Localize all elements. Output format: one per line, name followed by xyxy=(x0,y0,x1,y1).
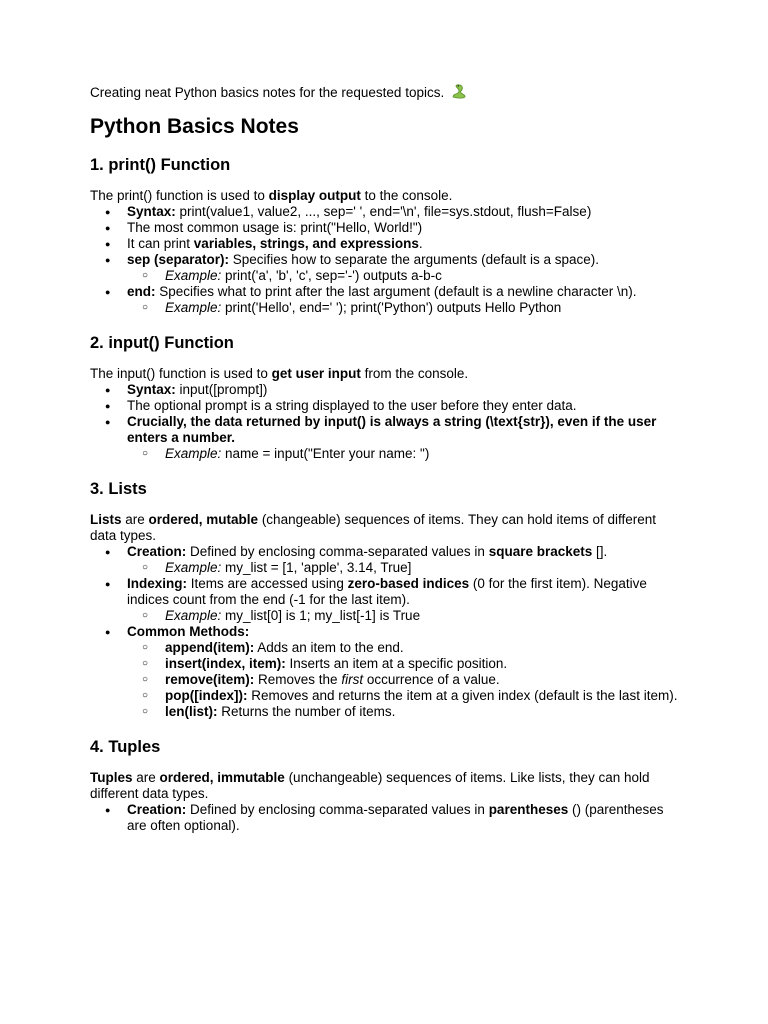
section-intro: The print() function is used to display output to the console. xyxy=(90,188,453,203)
sub-list xyxy=(127,300,678,316)
section-heading: 2. input() Function xyxy=(90,334,234,352)
list-item: ● sep (separator): Specifies how to separate the arguments (default is a space). ○ Example: print('a', 'b', 'c', sep='-') outputs a-b-c xyxy=(90,252,678,284)
list-item: ● end: Specifies what to print after the last argument (default is a newline character \n). ○ Example: print('Hello', end=' '); print('Python') outputs Hello Python xyxy=(90,284,678,316)
list-item: ● Crucially, the data returned by input() is always a string (\text{str}), even if the user enters a number. ○ Example: name = input("Enter your name: ") xyxy=(90,414,678,462)
list-item: ● Syntax: input([prompt]) xyxy=(90,382,678,398)
method-item: ○ len(list): Returns the number of items. xyxy=(127,704,678,720)
example-item: ○ Example: print('Hello', end=' '); print('Python') outputs Hello Python xyxy=(127,300,678,316)
list-item: ● The optional prompt is a string displayed to the user before they enter data. xyxy=(90,398,678,414)
section-heading: 4. Tuples xyxy=(90,738,161,756)
section-intro: The input() function is used to get user input from the console. xyxy=(90,366,469,381)
page-title: Python Basics Notes xyxy=(90,115,299,138)
method-item: ○ pop([index]): Removes and returns the item at a given index (default is the last item). xyxy=(127,688,678,704)
list-item: ● Creation: Defined by enclosing comma-separated values in square brackets []. ○ Example: my_list = [1, 'apple', 3.14, True] xyxy=(90,544,678,576)
snake-icon xyxy=(450,84,468,104)
method-item: ○ insert(index, item): Inserts an item at a specific position. xyxy=(127,656,678,672)
example-item: ○ Example: print('a', 'b', 'c', sep='-') outputs a-b-c xyxy=(127,268,678,284)
section-heading: 3. Lists xyxy=(90,480,147,498)
list-item: ● Common Methods: ○ append(item): Adds an item to the end. ○ insert(index, item): Inserts an item at a specific position. ○ remove(item): Removes the first occurrence of a value. ○ pop([index]): Removes and returns the item at a given index (default is the last item). ○ len(list): Returns the number of items. xyxy=(90,624,678,720)
bullet-list xyxy=(90,802,678,834)
intro-text: Creating neat Python basics notes for the requested topics. xyxy=(90,85,445,100)
bullet-list xyxy=(90,204,678,316)
methods-list xyxy=(127,640,678,720)
list-item: ● Creation: Defined by enclosing comma-separated values in parentheses () (parentheses are often optional). xyxy=(90,802,678,834)
section-heading: 1. print() Function xyxy=(90,156,231,174)
example-item: ○ Example: my_list = [1, 'apple', 3.14, True] xyxy=(127,560,678,576)
bullet-list xyxy=(90,382,678,462)
intro-line xyxy=(90,84,678,104)
bullet-list xyxy=(90,544,678,720)
list-item: ● It can print variables, strings, and expressions. xyxy=(90,236,678,252)
list-item: ● Indexing: Items are accessed using zero-based indices (0 for the first item). Negative indices count from the end (-1 for the last item). ○ Example: my_list[0] is 1; my_list[-1] is True xyxy=(90,576,678,624)
sub-list xyxy=(127,268,678,284)
method-item: ○ append(item): Adds an item to the end. xyxy=(127,640,678,656)
section-input xyxy=(90,332,678,462)
section-intro: Tuples are ordered, immutable (unchangeable) sequences of items. Like lists, they can hold different data types. xyxy=(90,770,650,801)
sub-list xyxy=(127,446,678,462)
section-print xyxy=(90,154,678,316)
list-item: ● The most common usage is: print("Hello, World!") xyxy=(90,220,678,236)
section-intro: Lists are ordered, mutable (changeable) sequences of items. They can hold items of different data types. xyxy=(90,512,657,543)
example-item: ○ Example: my_list[0] is 1; my_list[-1] is True xyxy=(127,608,678,624)
sub-list xyxy=(127,608,678,624)
example-item: ○ Example: name = input("Enter your name: ") xyxy=(127,446,678,462)
sub-list xyxy=(127,560,678,576)
section-lists xyxy=(90,478,678,720)
section-tuples xyxy=(90,736,678,834)
list-item: ● Syntax: print(value1, value2, ..., sep=' ', end='\n', file=sys.stdout, flush=False) xyxy=(90,204,678,220)
method-item: ○ remove(item): Removes the first occurrence of a value. xyxy=(127,672,678,688)
